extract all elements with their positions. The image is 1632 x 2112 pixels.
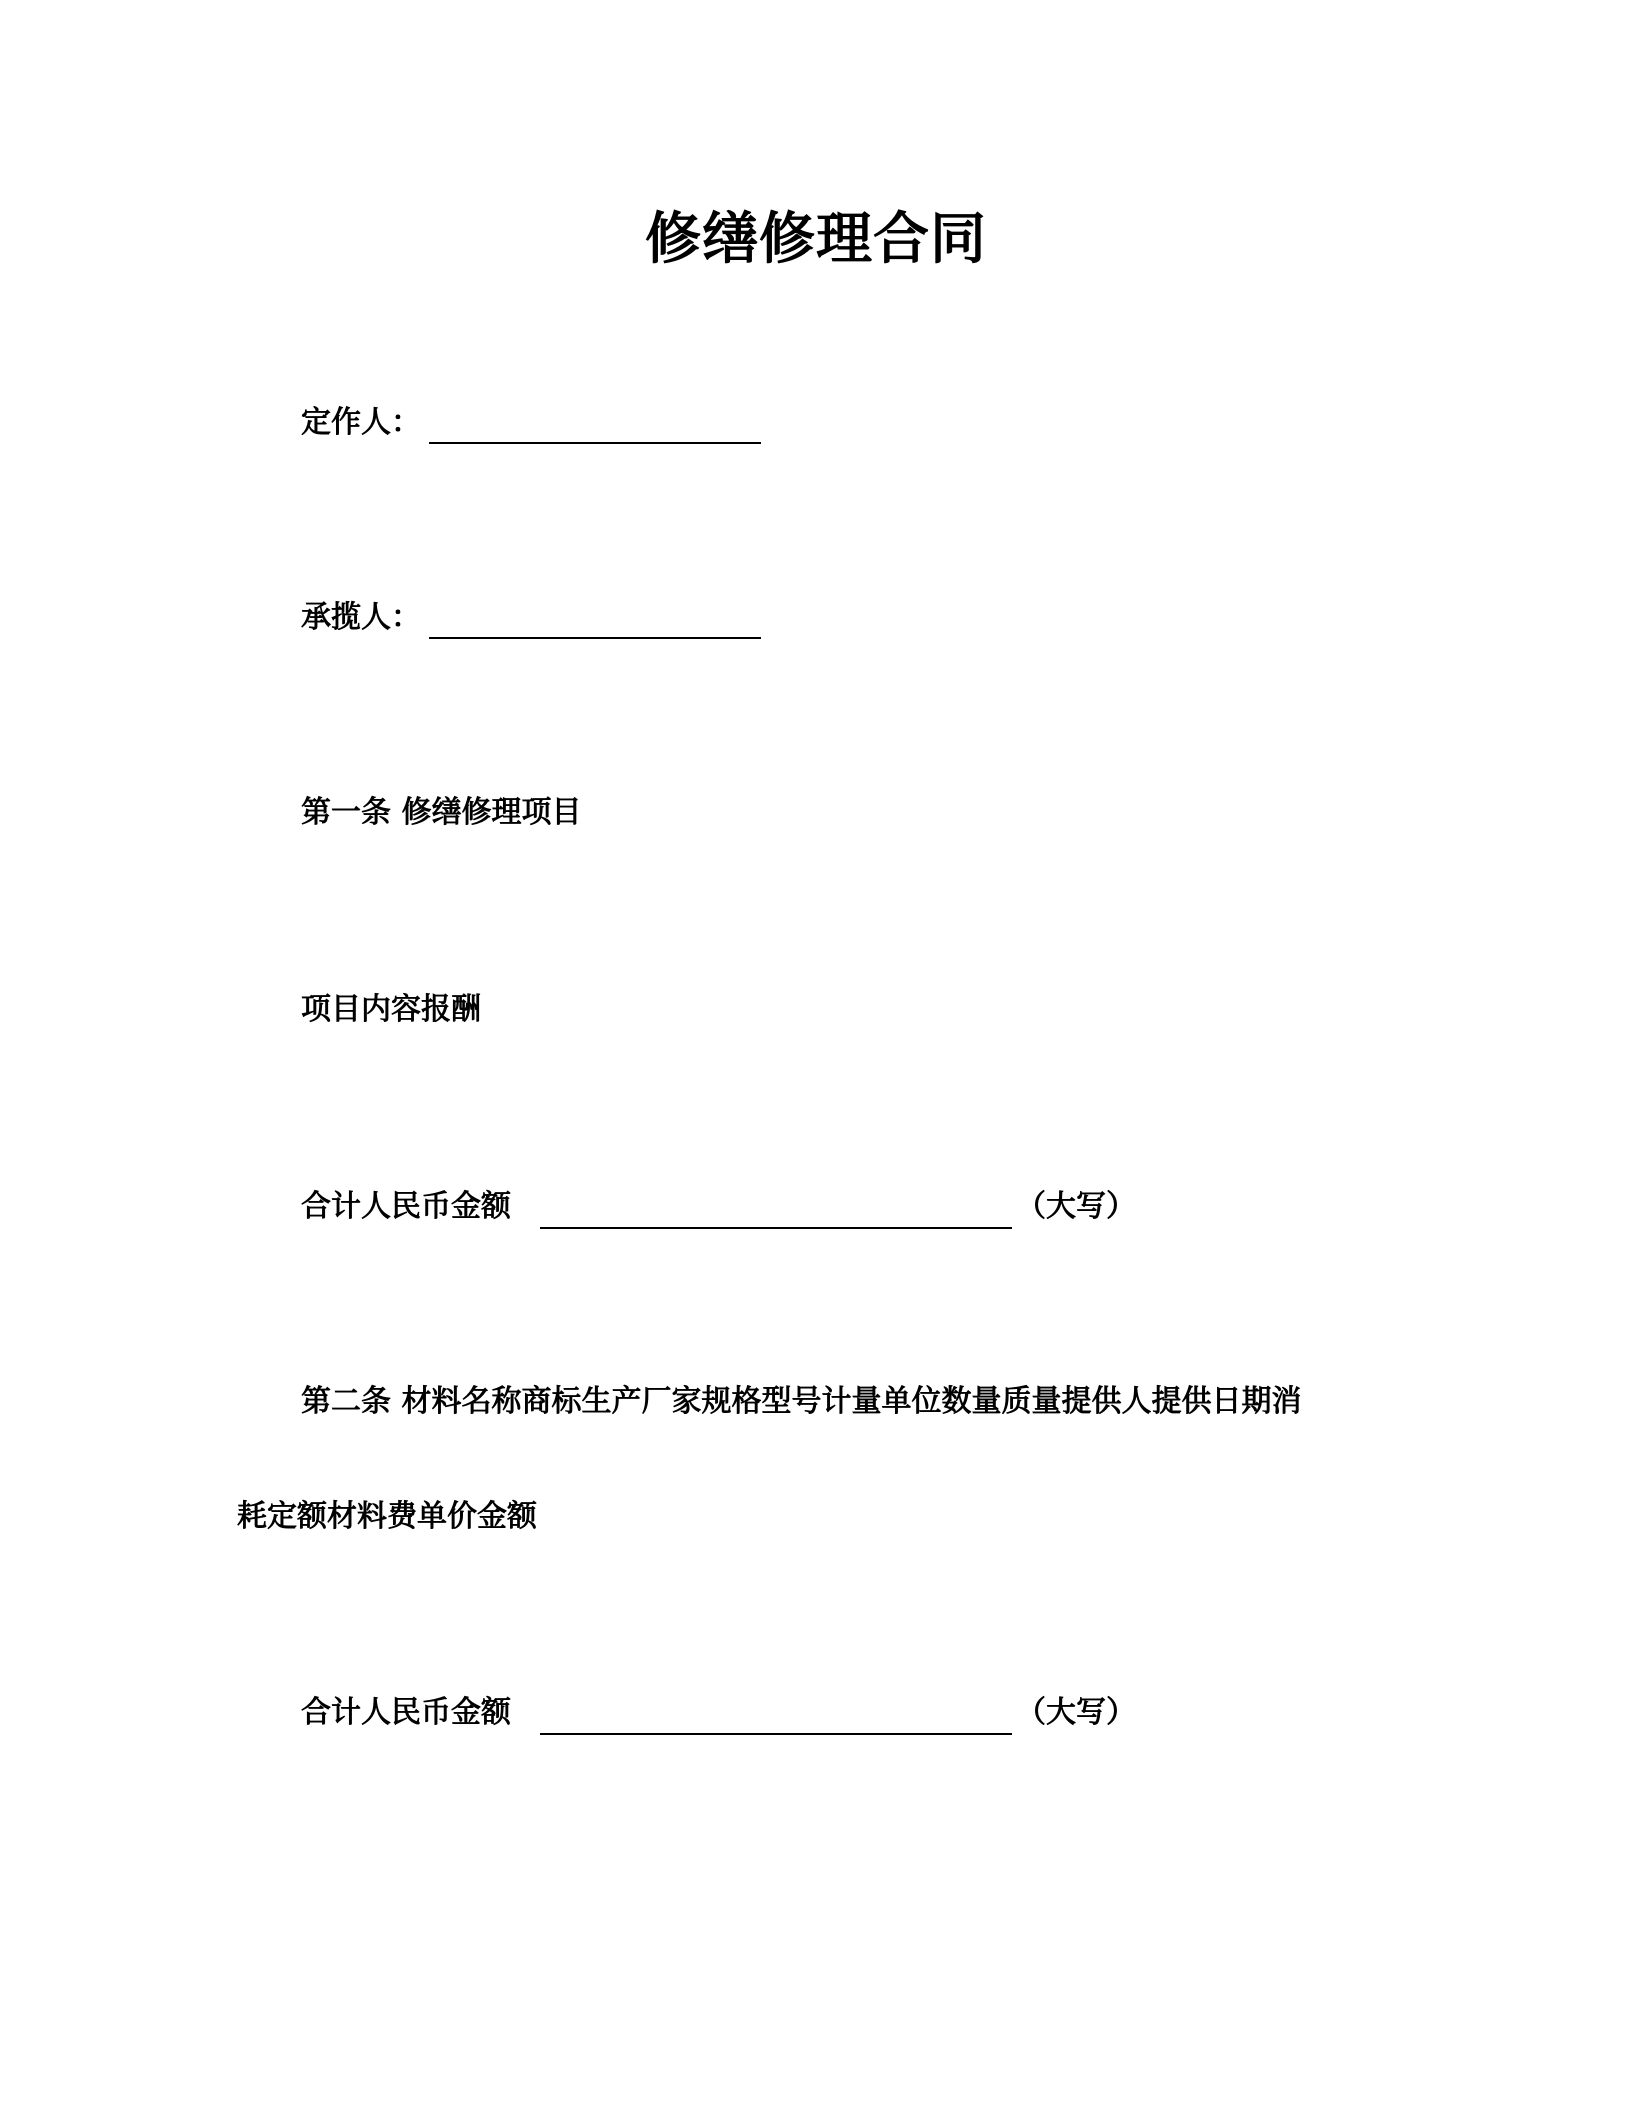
total1-suffix: （大写） <box>1016 1189 1136 1224</box>
total2-label: 合计人民币金额 <box>301 1695 511 1730</box>
article1-heading: 第一条 修缮修理项目 <box>301 795 582 830</box>
client-label: 定作人： <box>301 405 421 440</box>
total1-label: 合计人民币金额 <box>301 1189 511 1224</box>
total2-fill-line[interactable] <box>540 1733 1012 1735</box>
total2-suffix: （大写） <box>1016 1695 1136 1730</box>
article2-heading-line1: 第二条 材料名称商标生产厂家规格型号计量单位数量质量提供人提供日期消 <box>301 1384 1302 1419</box>
contractor-label: 承揽人： <box>301 600 421 635</box>
total1-fill-line[interactable] <box>540 1227 1012 1229</box>
client-fill-line[interactable] <box>429 442 761 444</box>
article1-columns: 项目内容报酬 <box>301 992 481 1027</box>
page-title: 修缮修理合同 <box>645 207 987 272</box>
contractor-fill-line[interactable] <box>429 637 761 639</box>
article2-heading-line2: 耗定额材料费单价金额 <box>237 1499 537 1534</box>
